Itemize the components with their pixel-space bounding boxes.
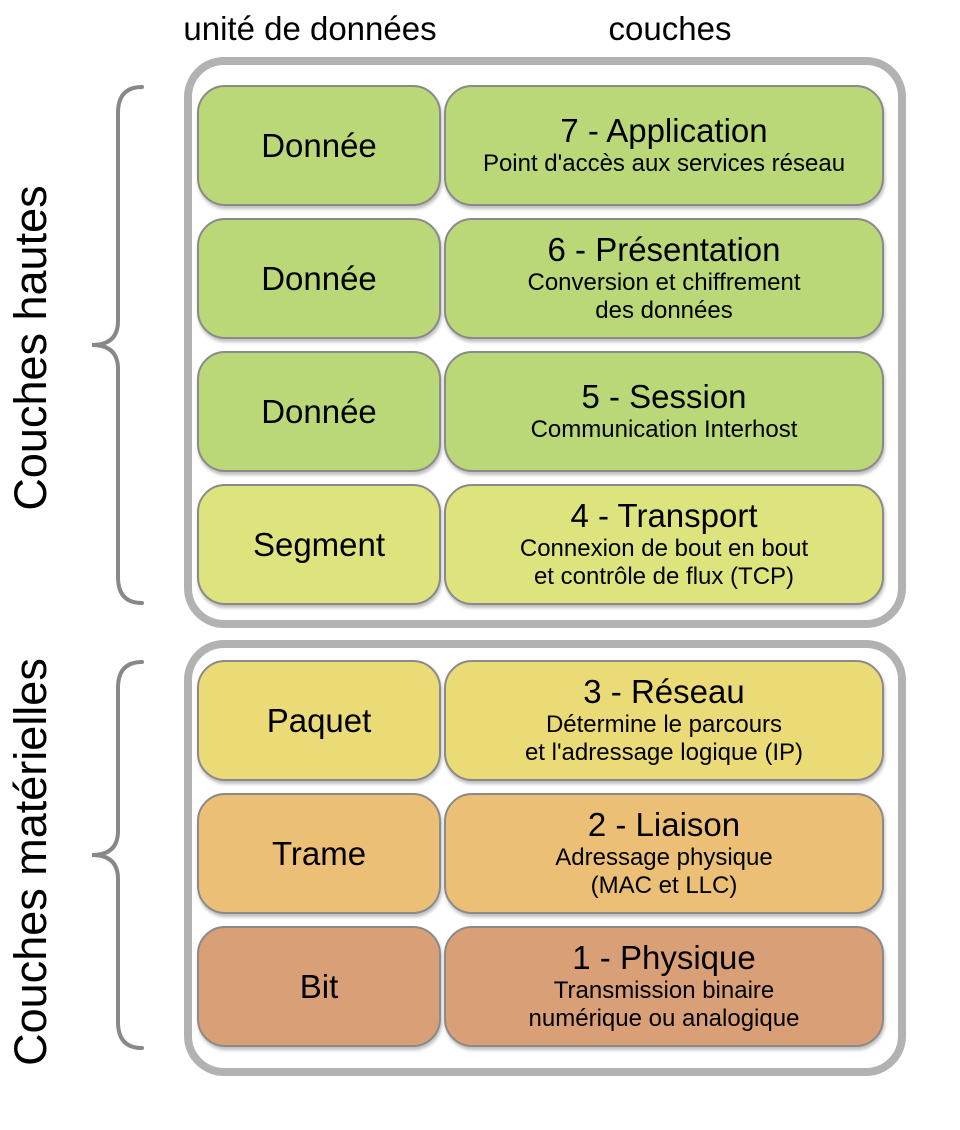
data-unit-box-1: [197, 926, 441, 1047]
layer-title: 3 - Réseau: [583, 673, 745, 711]
layer-subtitle-line1: Détermine le parcours: [545, 711, 783, 739]
data-unit-label: Donnée: [261, 259, 377, 297]
layer-title: 4 - Transport: [570, 497, 758, 535]
data-unit-label: Donnée: [261, 392, 377, 430]
layer-subtitle-line1: Communication Interhost: [530, 416, 798, 444]
column-header-data-unit: unité de données: [183, 10, 437, 47]
layer-box-application: [444, 85, 884, 206]
layer-title: 5 - Session: [581, 378, 747, 416]
column-header-layers: couches: [608, 10, 732, 47]
layer-row-2: [197, 793, 884, 914]
layer-subtitle-line2: (MAC et LLC): [590, 872, 738, 900]
layer-box-physical: [444, 926, 884, 1047]
layer-box-data-link: [444, 793, 884, 914]
data-unit-label: Paquet: [266, 701, 372, 739]
layer-row-7: [197, 85, 884, 206]
upper-layers-group: [184, 57, 906, 628]
curly-brace-upper: [84, 83, 146, 607]
lower-layers-group: [184, 640, 906, 1076]
layer-row-5: [197, 351, 884, 472]
layer-subtitle-line2: et contrôle de flux (TCP): [533, 563, 795, 591]
data-unit-label: Trame: [271, 834, 367, 872]
layer-row-1: [197, 926, 884, 1047]
data-unit-box-7: [197, 85, 441, 206]
data-unit-box-4: [197, 484, 441, 605]
curly-brace-lower-path: [92, 662, 142, 1048]
curly-brace-lower: [84, 658, 146, 1052]
layer-subtitle-line1: Point d'accès aux services réseau: [482, 150, 846, 178]
layer-subtitle-line1: Adressage physique: [555, 844, 773, 872]
curly-brace-upper-path: [92, 87, 142, 603]
side-label-upper-layers: Couches hautes: [5, 185, 56, 511]
layer-subtitle-line1: Transmission binaire: [553, 977, 775, 1005]
data-unit-box-6: [197, 218, 441, 339]
data-unit-label: Bit: [299, 967, 339, 1005]
layer-subtitle-line2: des données: [595, 297, 733, 325]
layer-subtitle-line2: et l'adressage logique (IP): [524, 739, 804, 767]
layer-title: 7 - Application: [560, 112, 768, 150]
layer-row-3: [197, 660, 884, 781]
layer-title: 6 - Présentation: [547, 231, 781, 269]
layer-title: 2 - Liaison: [587, 806, 741, 844]
layer-box-network: [444, 660, 884, 781]
layer-box-transport: [444, 484, 884, 605]
layer-subtitle-line1: Connexion de bout en bout: [519, 535, 809, 563]
data-unit-box-3: [197, 660, 441, 781]
data-unit-box-2: [197, 793, 441, 914]
layer-row-6: [197, 218, 884, 339]
data-unit-box-5: [197, 351, 441, 472]
data-unit-label: Segment: [252, 525, 386, 563]
layer-subtitle-line1: Conversion et chiffrement: [527, 269, 801, 297]
layer-row-4: [197, 484, 884, 605]
data-unit-label: Donnée: [261, 126, 377, 164]
layer-subtitle-line2: numérique ou analogique: [528, 1005, 800, 1033]
layer-box-session: [444, 351, 884, 472]
layer-title: 1 - Physique: [572, 939, 756, 977]
side-label-lower-layers: Couches matérielles: [5, 658, 56, 1066]
layer-box-presentation: [444, 218, 884, 339]
